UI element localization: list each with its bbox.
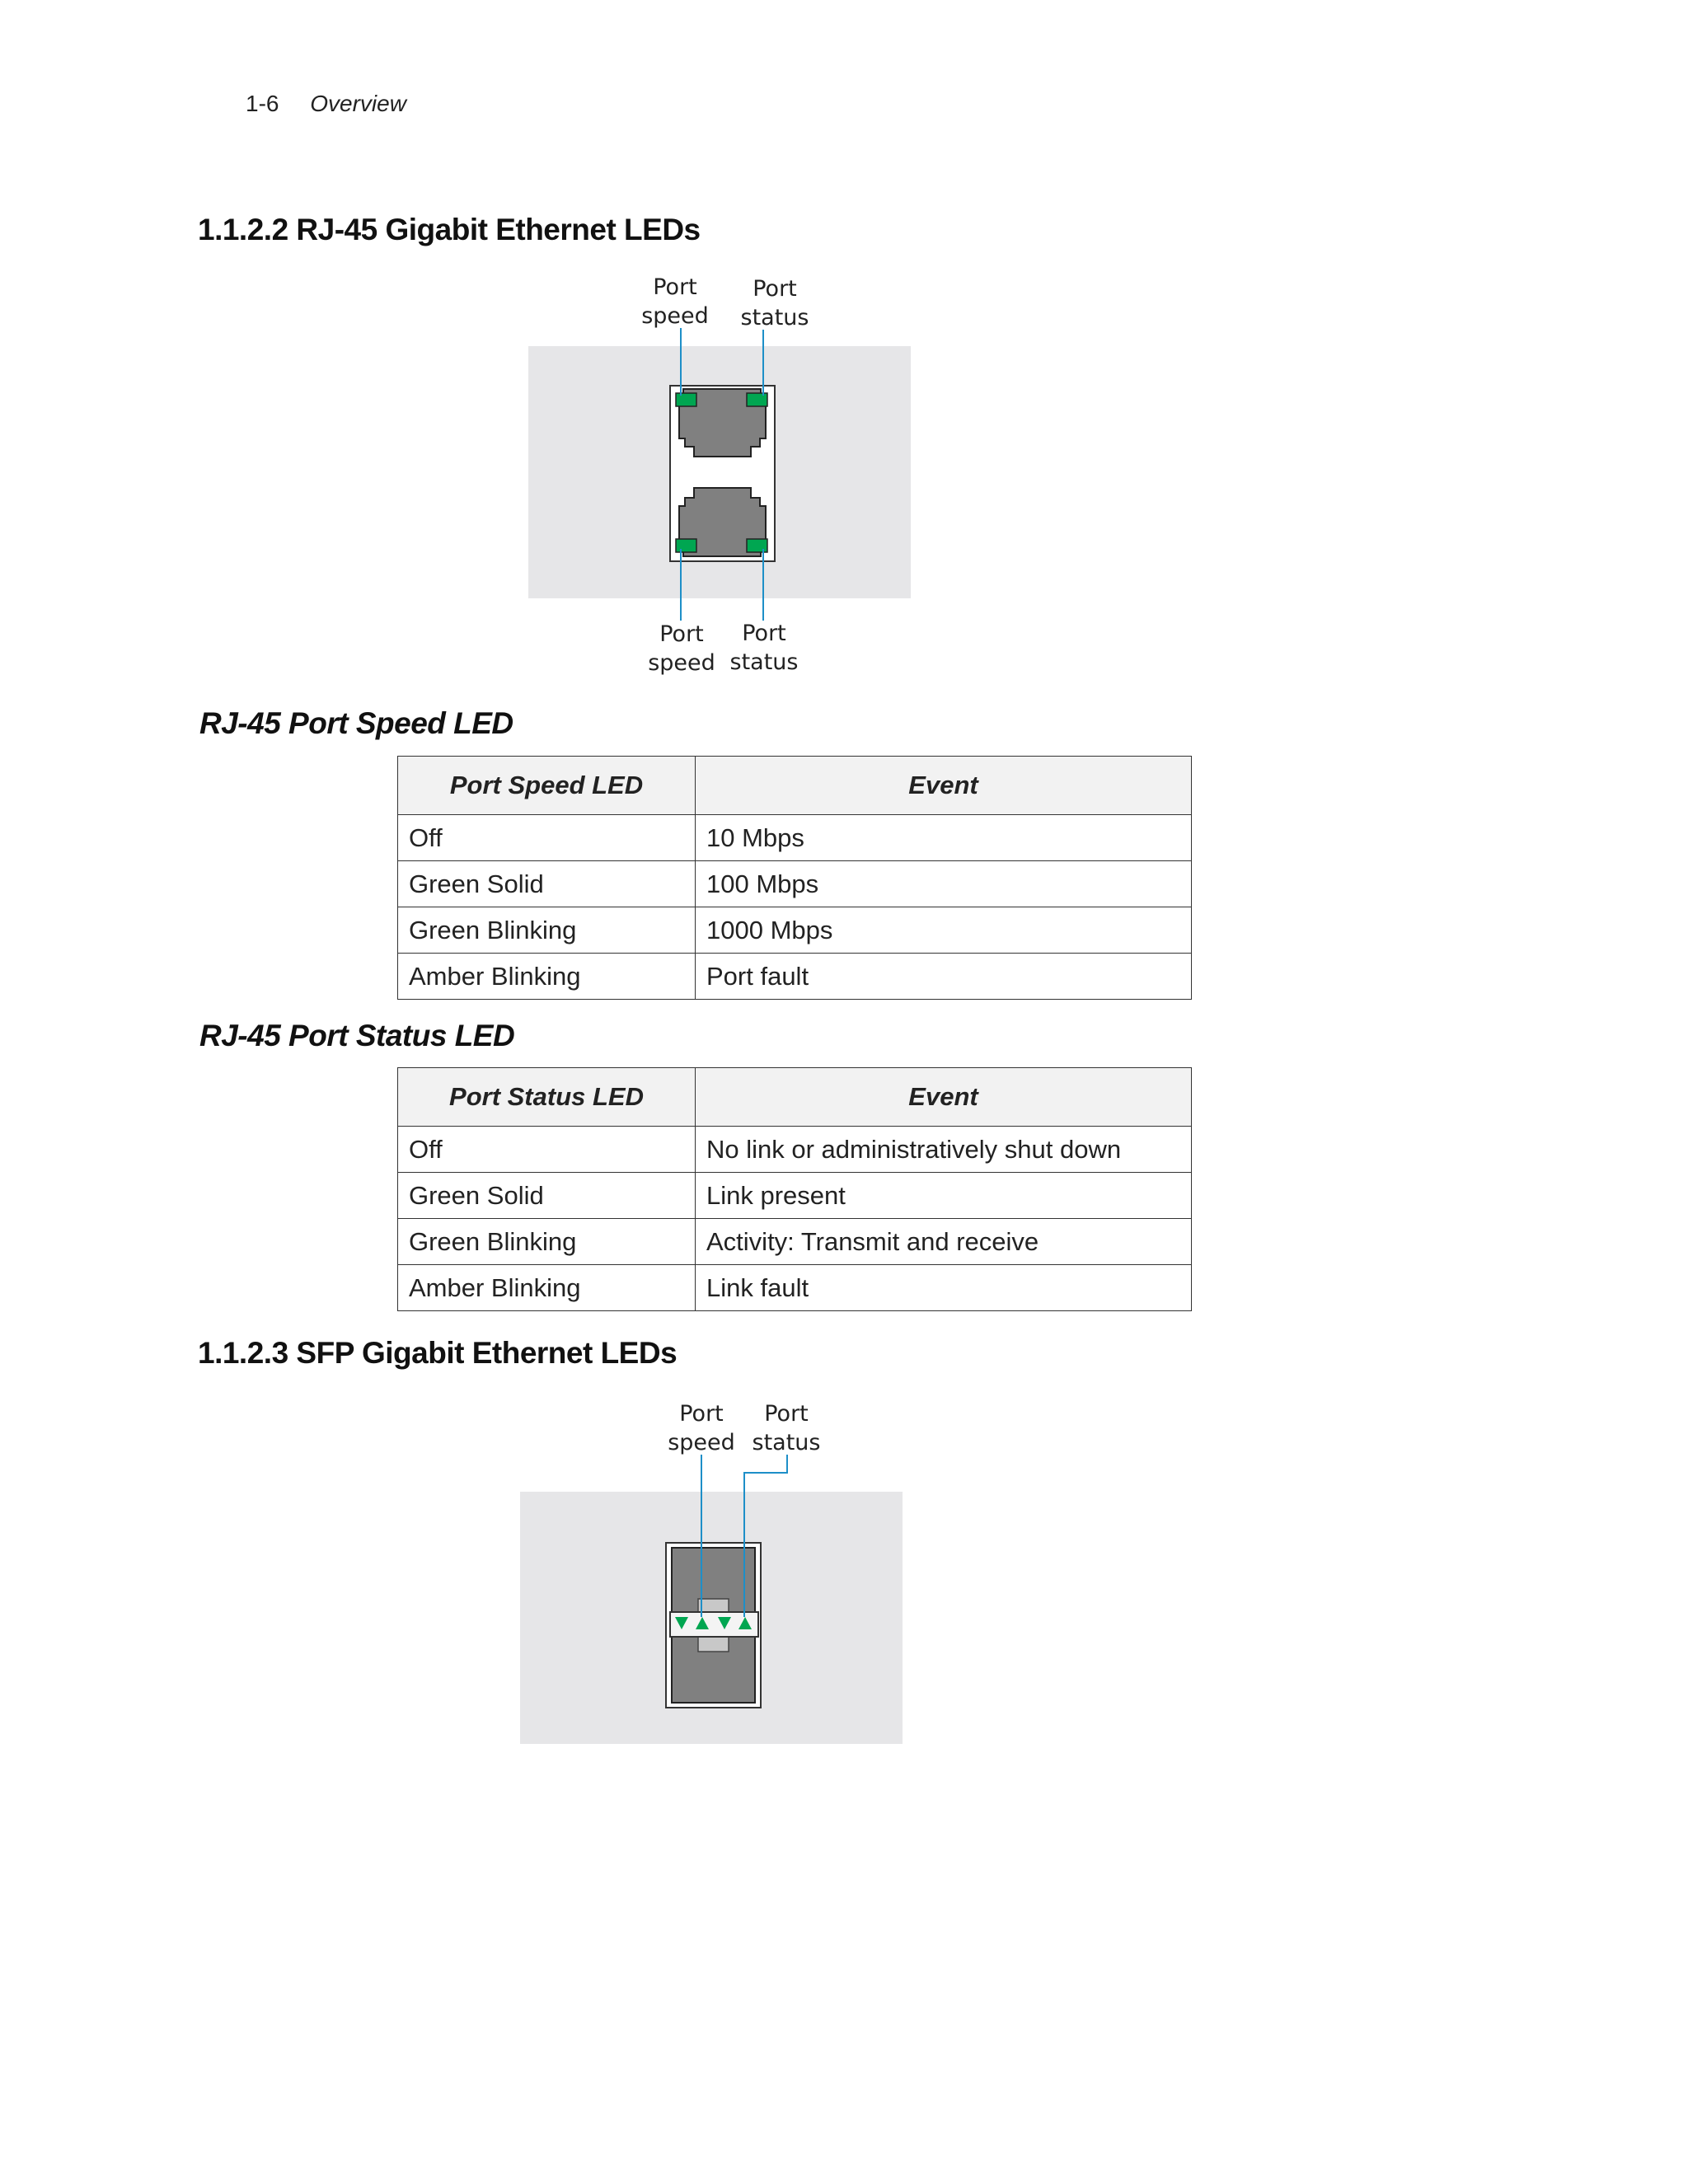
running-section: Overview: [310, 91, 406, 116]
label-top-port-status-1: Port: [753, 276, 797, 302]
table-row: [398, 907, 1192, 954]
label-top-port-speed-1: Port: [653, 274, 697, 300]
cell-led: Green Solid: [398, 861, 696, 907]
table-row: [398, 1219, 1192, 1265]
cell-led: Off: [398, 1127, 696, 1173]
rj45-led-figure: [495, 264, 956, 684]
label-sfp-port-status-2: status: [752, 1430, 821, 1455]
led-lower-status: [747, 539, 767, 552]
column-header-event: Event: [696, 757, 1192, 815]
running-head: [246, 91, 406, 117]
table-row: [398, 1265, 1192, 1311]
cell-event: No link or administratively shut down: [696, 1127, 1192, 1173]
cell-event: 1000 Mbps: [696, 907, 1192, 954]
column-header-led: Port Speed LED: [398, 757, 696, 815]
status-led-table: [397, 1067, 1192, 1311]
label-bottom-port-speed-2: speed: [648, 650, 715, 676]
table-row: [398, 815, 1192, 861]
sfp-led-figure: [495, 1393, 923, 1747]
table-header-row: [398, 1068, 1192, 1127]
rj45-diagram: [495, 264, 956, 684]
label-top-port-speed-2: speed: [641, 303, 709, 329]
cell-led: Off: [398, 815, 696, 861]
cell-event: Link fault: [696, 1265, 1192, 1311]
speed-table-heading: RJ-45 Port Speed LED: [199, 706, 513, 740]
label-bottom-port-status-2: status: [729, 649, 799, 675]
cell-led: Green Blinking: [398, 1219, 696, 1265]
label-sfp-port-status-1: Port: [764, 1401, 809, 1427]
sfp-diagram: [495, 1393, 923, 1747]
table-header-row: [398, 757, 1192, 815]
table-row: [398, 954, 1192, 1000]
table-row: [398, 1127, 1192, 1173]
led-upper-status: [747, 393, 767, 406]
cell-event: 100 Mbps: [696, 861, 1192, 907]
label-top-port-status-2: status: [740, 305, 809, 330]
table-row: [398, 861, 1192, 907]
label-bottom-port-status-1: Port: [742, 621, 786, 646]
label-sfp-port-speed-1: Port: [679, 1401, 724, 1427]
section-title-sfp: 1.1.2.3 SFP Gigabit Ethernet LEDs: [198, 1336, 678, 1370]
cell-led: Amber Blinking: [398, 954, 696, 1000]
cell-led: Green Blinking: [398, 907, 696, 954]
label-sfp-port-speed-2: speed: [668, 1430, 735, 1455]
cell-led: Amber Blinking: [398, 1265, 696, 1311]
cell-event: Port fault: [696, 954, 1192, 1000]
section-title-rj45: 1.1.2.2 RJ-45 Gigabit Ethernet LEDs: [198, 213, 701, 246]
page-number: 1-6: [246, 91, 279, 116]
cell-led: Green Solid: [398, 1173, 696, 1219]
cell-event: Link present: [696, 1173, 1192, 1219]
speed-led-table: [397, 756, 1192, 1000]
status-table-heading: RJ-45 Port Status LED: [199, 1019, 515, 1052]
table-row: [398, 1173, 1192, 1219]
led-upper-speed: [676, 393, 696, 406]
led-lower-speed: [676, 539, 696, 552]
cell-event: Activity: Transmit and receive: [696, 1219, 1192, 1265]
label-bottom-port-speed-1: Port: [659, 621, 704, 647]
cell-event: 10 Mbps: [696, 815, 1192, 861]
column-header-event: Event: [696, 1068, 1192, 1127]
column-header-led: Port Status LED: [398, 1068, 696, 1127]
